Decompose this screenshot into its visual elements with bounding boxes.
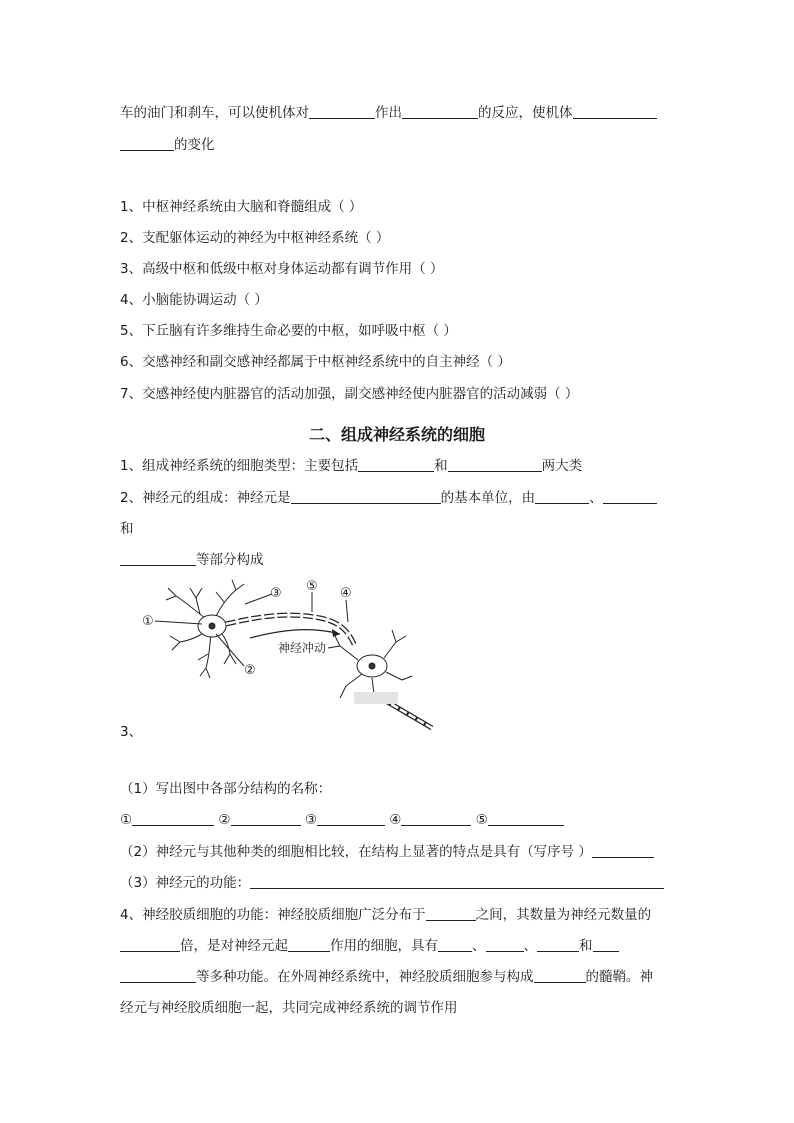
intro-text-d: 的变化 [174,137,215,153]
blank[interactable] [438,937,472,952]
q4-text-f: 、 [523,938,537,954]
judge-item-1: 1、中枢神经系统由大脑和脊髓组成（ ） [120,199,363,215]
q4-line-2 [120,937,619,955]
q3-sub2-line [120,843,654,861]
q3-blank-label-4: ④ [389,812,402,828]
intro-line-2 [120,136,215,154]
blank[interactable] [288,937,330,952]
intro-text-c: 的反应，使机体 [478,105,573,121]
q3-number: 3、 [120,724,143,740]
label-1: ① [142,614,154,629]
blank[interactable] [309,104,375,119]
cell-body-dendrites [166,580,244,678]
blank[interactable] [120,551,196,566]
q3-sub1: （1）写出图中各部分结构的名称： [120,781,332,797]
blank[interactable] [592,843,654,858]
blank[interactable] [358,457,434,472]
leader-2 [216,634,244,666]
q3-blank-label-5: ⑤ [475,812,488,828]
q2-text-c: 、 [589,490,603,506]
blank[interactable] [573,104,657,119]
target-cell [328,630,432,728]
label-3: ③ [270,586,282,601]
judge-item-3: 3、高级中枢和低级中枢对身体运动都有调节作用（ ） [120,261,444,277]
blank[interactable] [132,811,214,826]
judge-item-4: 4、小脑能协调运动（ ） [120,292,268,308]
q2-line-3 [120,551,264,569]
q3-blank-label-1: ① [120,812,133,828]
leader-3 [245,594,272,604]
q3-sub3-line [120,874,664,892]
label-5: ⑤ [306,579,318,594]
blank[interactable] [535,489,589,504]
blank[interactable] [401,811,471,826]
leader-1 [155,621,202,624]
intro-text-b: 作出 [375,105,402,121]
q4-line-1 [120,906,651,924]
q2-text-a: 2、神经元的组成：神经元是 [120,490,291,506]
q4-text-c: 倍，是对神经元起 [180,938,288,954]
impulse-arrowhead [332,629,340,637]
blank[interactable] [486,937,524,952]
blank[interactable] [120,136,174,151]
label-4: ④ [340,586,352,601]
blank[interactable] [488,811,564,826]
leader-4 [346,600,348,622]
blank[interactable] [603,489,657,504]
section-title: 二、组成神经系统的细胞 [308,425,485,444]
q1-text-a: 1、组成神经系统的细胞类型：主要包括 [120,458,359,474]
q4-text-d: 作用的细胞，具有 [330,938,438,954]
q2-line-2: 和 [120,521,134,537]
q1-text-b: 和 [434,458,448,474]
neuron-diagram [140,576,440,736]
q2-text-b: 的基本单位，由 [440,490,536,506]
smudge [354,692,398,704]
q4-line-4: 经元与神经胶质细胞一起，共同完成神经系统的调节作用 [120,1000,458,1016]
q2-text-e: 等部分构成 [196,552,264,568]
blank[interactable] [291,489,441,504]
blank[interactable] [120,968,196,983]
judge-item-2: 2、支配躯体运动的神经为中枢神经系统（ ） [120,230,390,246]
intro-line-1 [120,104,657,122]
q1-text-c: 两大类 [541,458,583,474]
judge-item-7: 7、交感神经使内脏器官的活动加强，副交感神经使内脏器官的活动减弱（ ） [120,386,579,402]
q3-sub2: （2）神经元与其他种类的细胞相比较，在结构上显著的特点是具有（写序号 ） [120,844,592,860]
blank[interactable] [534,968,586,983]
blank[interactable] [120,937,180,952]
q4-text-e: 、 [472,938,486,954]
q4-text-g: 和 [579,938,593,954]
q2-line-1 [120,489,657,507]
blank[interactable] [402,104,478,119]
impulse-arrow [250,630,340,638]
q3-sub3: （3）神经元的功能： [120,875,251,891]
judge-item-5: 5、下丘脑有许多维持生命必要的中枢，如呼吸中枢（ ） [120,323,457,339]
q4-text-h: 等多种功能。在外周神经系统中，神经胶质细胞参与构成 [196,969,534,985]
intro-text-a: 车的油门和刹车，可以使机体对 [120,105,309,121]
judge-item-6: 6、交感神经和副交感神经都属于中枢神经系统中的自主神经（ ） [120,354,511,370]
q4-text-a: 4、神经胶质细胞的功能：神经胶质细胞广泛分布于 [120,907,426,923]
q3-blanks-line [120,811,564,829]
q1-line [120,457,582,475]
q3-blank-label-2: ② [218,812,231,828]
q4-line-3 [120,968,653,986]
impulse-label: 神经冲动 [278,641,327,655]
q4-text-i: 的髓鞘。神 [585,969,653,985]
blank[interactable] [426,906,476,921]
blank[interactable] [231,811,301,826]
blank[interactable] [537,937,579,952]
label-2: ② [244,663,256,678]
blank[interactable] [317,811,385,826]
blank[interactable] [250,874,664,889]
q4-text-b: 之间，其数量为神经元数量的 [475,907,652,923]
blank[interactable] [593,937,619,952]
q3-blank-label-3: ③ [304,812,317,828]
blank[interactable] [448,457,542,472]
